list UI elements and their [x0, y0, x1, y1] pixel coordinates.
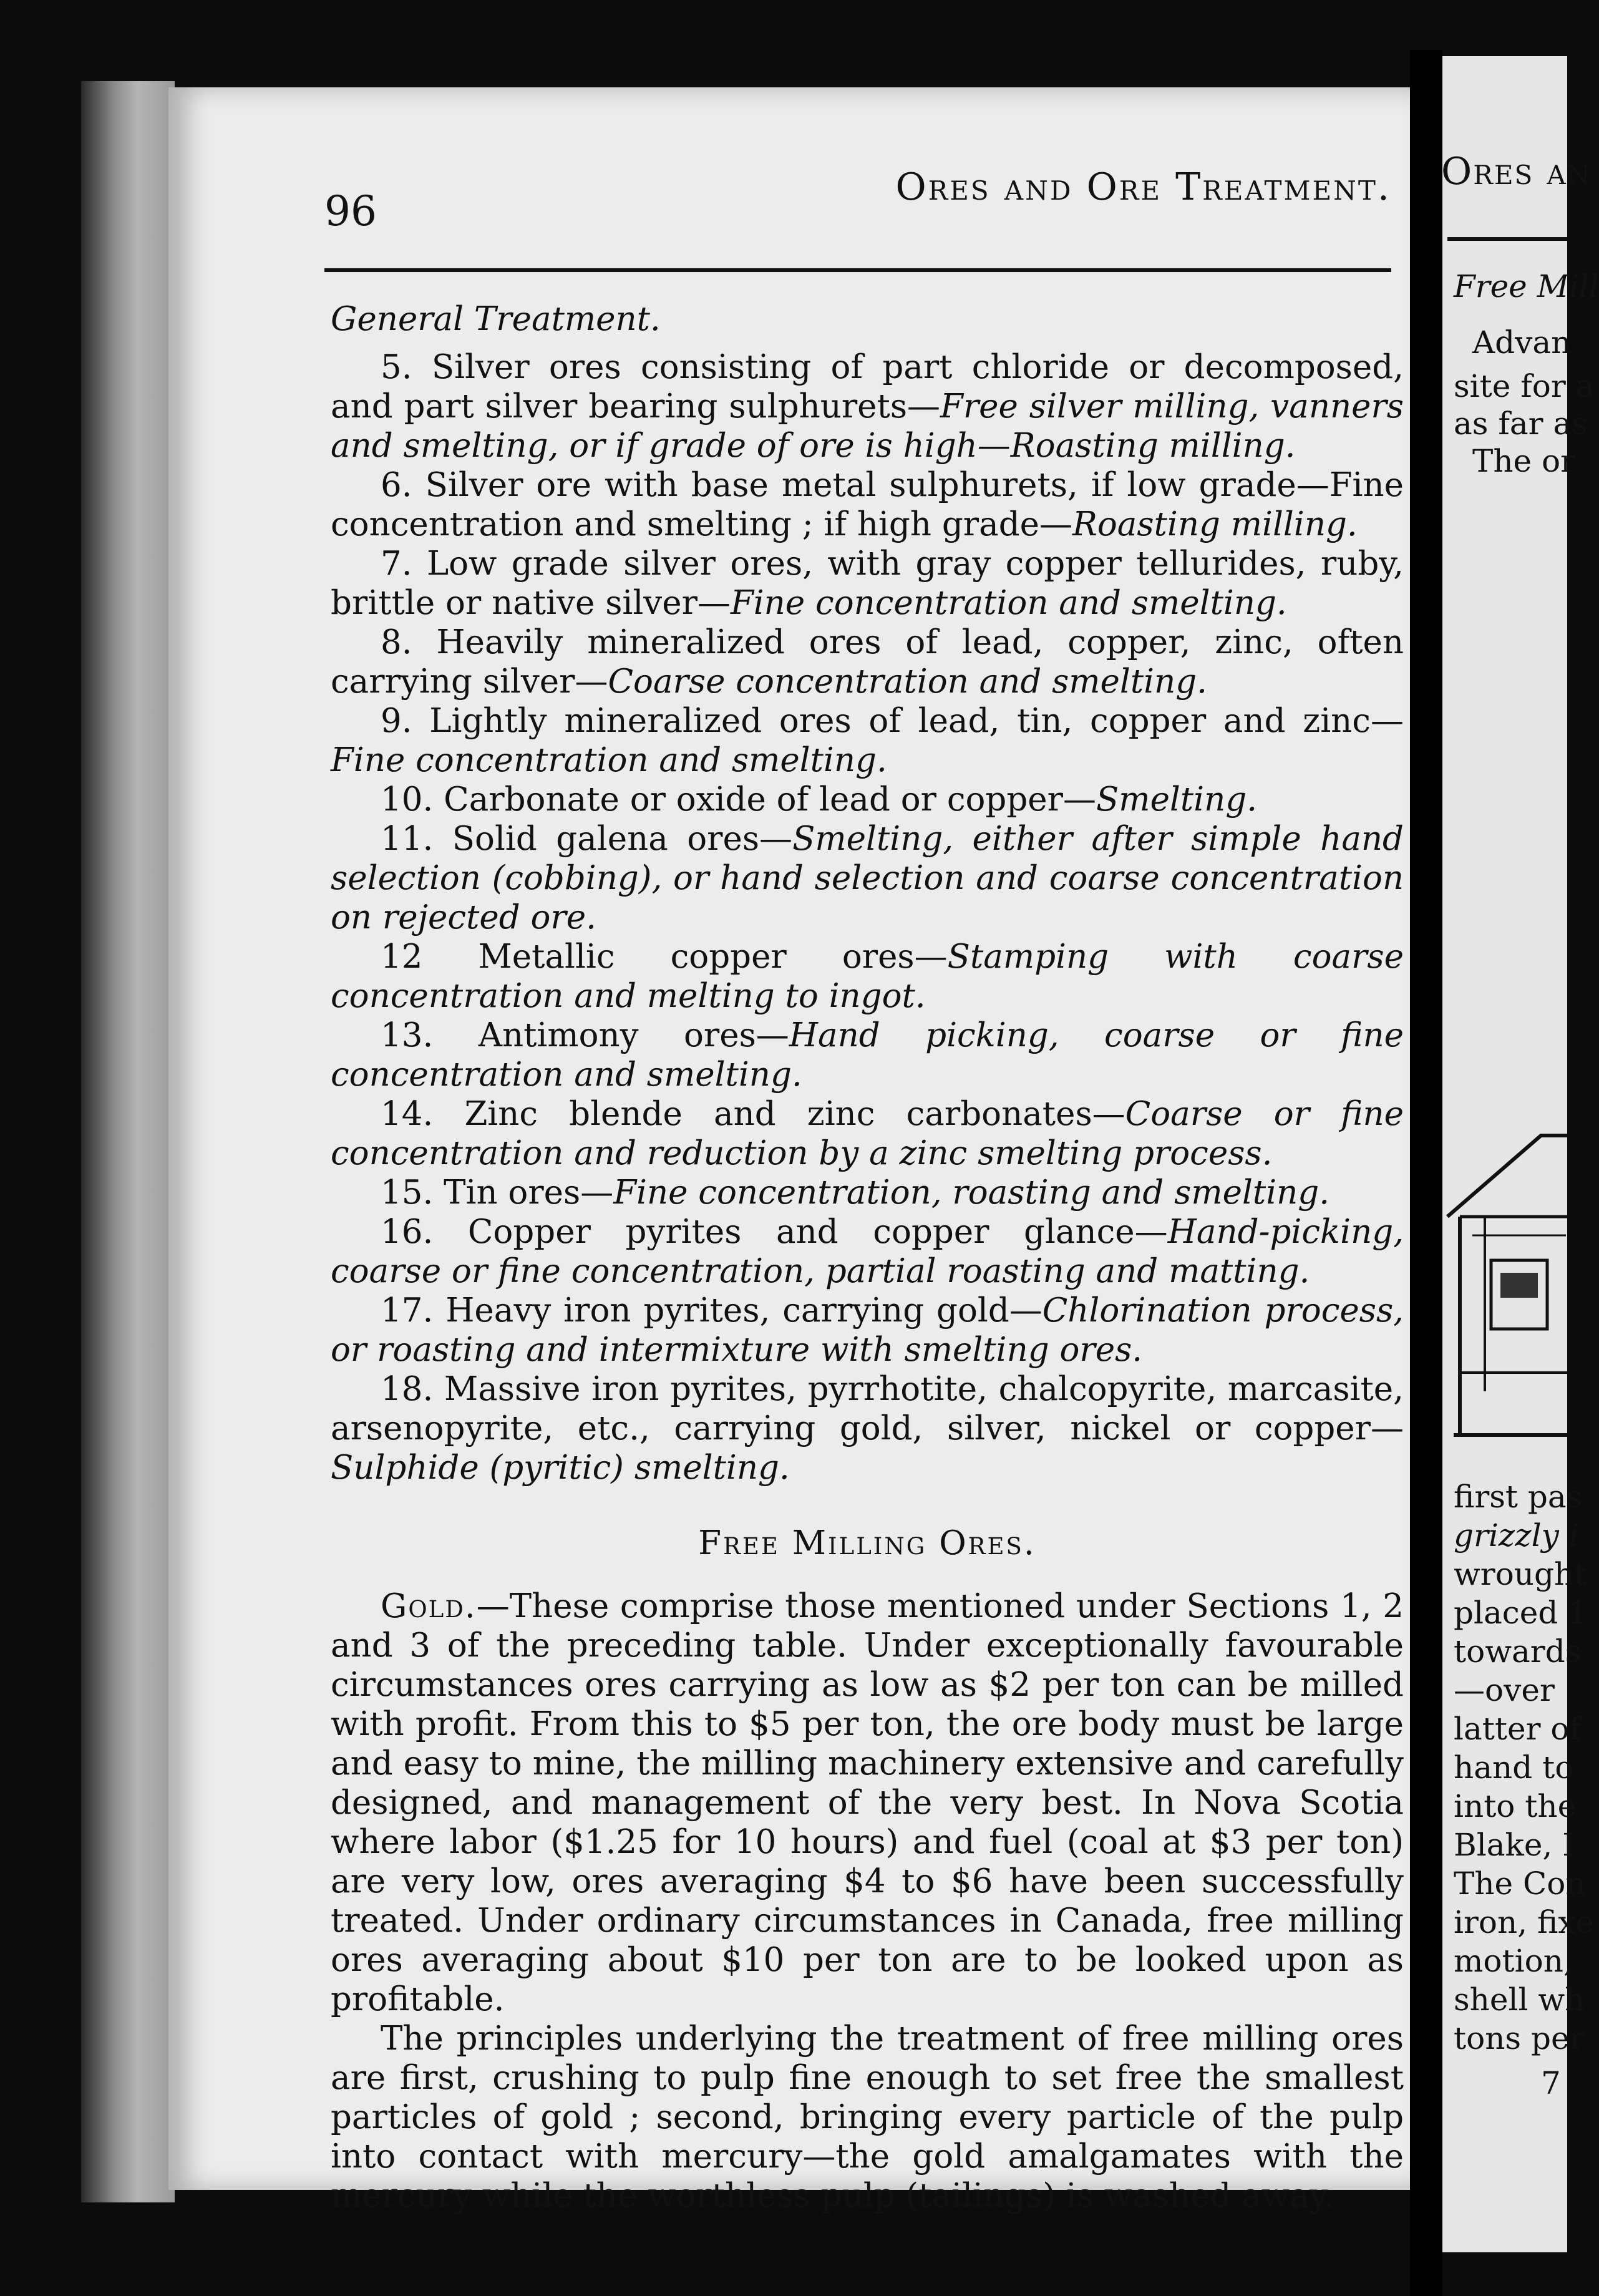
right-page-fragment: Free Mill [1454, 268, 1599, 304]
right-page-fragment: site for a [1454, 368, 1595, 404]
right-page-fragment: placed 1 [1454, 1595, 1588, 1631]
entry-method: Chlorination process, or roasting and intermixture with smelting ores. [331, 1292, 1404, 1369]
entry-text: Low grade silver ores, with gray copper tellurides, ruby, brittle or native silver— [331, 545, 1404, 622]
entry-method: Roasting milling. [1072, 505, 1358, 543]
entry-number: 12 [381, 938, 479, 976]
entry-number: 13. [381, 1016, 479, 1054]
entry-method: Stamping with coarse concentration and melting to ingot. [331, 938, 1404, 1015]
entry-method: Hand picking, coarse or fine concentration and smelting. [331, 1016, 1404, 1094]
right-page-fragment: Blake, I [1454, 1827, 1575, 1863]
entry-method: Fine concentration and smelting. [730, 584, 1287, 622]
right-page-fragment: 7 [1541, 2065, 1561, 2101]
section-heading: General Treatment. [331, 300, 661, 338]
treatment-entry [331, 701, 1404, 780]
treatment-entry [331, 348, 1404, 465]
right-page-fragment: as far as [1454, 406, 1588, 442]
right-page-fragment: first pas [1454, 1479, 1583, 1515]
right-page-fragment: wrought [1454, 1556, 1587, 1592]
treatment-entry [331, 1291, 1404, 1369]
entry-text: Silver ore with base metal sulphurets, if low grade—Fine concentration and smelting ; if high grade— [331, 466, 1404, 543]
treatment-entry [331, 819, 1404, 937]
right-page-fragment: The or [1472, 443, 1576, 479]
entry-method: Sulphide (pyritic) smelting. [331, 1449, 790, 1487]
entry-text: Tin ores— [444, 1174, 614, 1212]
right-page-fragment: latter of [1454, 1711, 1581, 1747]
gold-paragraph [331, 1587, 1404, 2019]
page-body [331, 299, 1404, 2216]
treatment-entry [331, 544, 1404, 623]
right-page-fragment: shell wh [1454, 1982, 1585, 2018]
right-page-fragment: tons per [1454, 2020, 1585, 2056]
right-page-fragment: —over [1454, 1672, 1555, 1708]
entry-text: Lightly mineralized ores of lead, tin, copper and zinc— [429, 702, 1404, 740]
entry-text: Metallic copper ores— [478, 938, 948, 976]
right-page-fragment: iron, fixe [1454, 1904, 1595, 1940]
entry-method: Coarse concentration and smelting. [608, 663, 1208, 701]
page-number: 96 [324, 187, 377, 235]
running-head: Ores and Ore Treatment. [895, 165, 1391, 209]
treatment-entry [331, 780, 1404, 819]
entry-text: Heavily mineralized ores of lead, copper, zinc, often carrying silver— [331, 623, 1404, 701]
right-page-fragment: Advan [1472, 324, 1572, 361]
entry-text: Massive iron pyrites, pyrrhotite, chalcopyrite, marcasite, arsenopyrite, etc., carrying gold, silver, nickel or copper— [331, 1370, 1404, 1447]
entry-method: Hand-picking, coarse or fine concentration, partial roasting and matting. [331, 1213, 1404, 1290]
entry-text: Antimony ores— [478, 1016, 789, 1054]
entry-text: Carbonate or oxide of lead or copper— [444, 781, 1096, 819]
entry-number: 5. [381, 348, 432, 386]
entry-text: Solid galena ores— [452, 820, 793, 858]
entry-text: Zinc blende and zinc carbonates— [464, 1095, 1125, 1133]
entry-number: 7. [381, 545, 427, 583]
entry-number: 11. [381, 820, 452, 858]
treatment-entry [331, 1016, 1404, 1094]
right-page-fragment: hand to [1454, 1749, 1574, 1786]
right-running-head: Ores an [1441, 150, 1592, 193]
treatment-list [331, 348, 1404, 1487]
treatment-entry [331, 1173, 1404, 1212]
entry-method: Coarse or fine concentration and reduction by a zinc smelting process. [331, 1095, 1404, 1172]
right-page-fragment: motion, [1454, 1943, 1573, 1979]
entry-method: Smelting. [1096, 781, 1258, 819]
left-page [168, 87, 1410, 2215]
right-head-rule [1447, 237, 1567, 241]
book-gutter [1410, 50, 1442, 2296]
entry-number: 6. [381, 466, 425, 504]
entry-number: 8. [381, 623, 437, 661]
entry-method: Smelting, either after simple hand selection (cobbing), or hand selection and coarse concentration on rejected ore. [331, 820, 1404, 936]
entry-number: 17. [381, 1292, 446, 1330]
right-page-fragment: towards [1454, 1633, 1582, 1670]
entry-number: 9. [381, 702, 430, 740]
treatment-entry [331, 1212, 1404, 1291]
right-page-fragment: The Con [1454, 1865, 1586, 1902]
book-spine [81, 81, 175, 2202]
principles-paragraph: The principles underlying the treatment of free milling ores are first, crushing to pulp fine enough to set free the smallest particles of gold ; second, bringing every particle of the pulp into contact with mercury—the gold amalgamates with the mercury while the worthless pulp (tailings) is washed away. [331, 2020, 1404, 2215]
entry-number: 10. [381, 781, 444, 819]
entry-number: 16. [381, 1213, 468, 1251]
treatment-entry [331, 465, 1404, 544]
entry-method: Fine concentration, roasting and smelting. [613, 1174, 1330, 1212]
free-milling-heading: Free Milling Ores. [698, 1524, 1036, 1562]
entry-number: 18. [381, 1370, 444, 1408]
entry-text: Heavy iron pyrites, carrying gold— [445, 1292, 1043, 1330]
right-page-fragment: grizzly i [1454, 1517, 1579, 1554]
right-page-fragment: into the [1454, 1788, 1577, 1824]
entry-text: Silver ores consisting of part chloride or decomposed, and part silver bearing sulphurets— [331, 348, 1404, 426]
entry-method: Fine concentration and smelting. [331, 741, 887, 779]
treatment-entry [331, 937, 1404, 1016]
gold-text: —These comprise those mentioned under Sections 1, 2 and 3 of the preceding table. Under exceptionally favourable circumstances ores carrying as low as $2 per ton can be milled with profit. From this to $5 per ton, the ore body must be large and easy to mine, the milling machinery extensive and carefully designed, and management of the very best. In Nova Scotia where labor ($1.25 for 10 hours) and fuel (coal at $3 per ton) are very low, ores averaging $4 to $6 have been successfully treated. Under ordinary circumstances in Canada, free milling ores averaging about $10 per ton are to be looked upon as profitable. [331, 1587, 1404, 2018]
entry-number: 15. [381, 1174, 444, 1212]
mill-illustration [1447, 1111, 1567, 1447]
head-rule [324, 268, 1391, 272]
entry-method: Free silver milling, vanners and smelting, or if grade of ore is high—Roasting milling. [331, 387, 1404, 465]
treatment-entry [331, 1369, 1404, 1487]
treatment-entry [331, 1094, 1404, 1173]
gold-lead: Gold. [381, 1587, 477, 1625]
entry-text: Copper pyrites and copper glance— [467, 1213, 1168, 1251]
entry-number: 14. [381, 1095, 465, 1133]
treatment-entry [331, 623, 1404, 701]
